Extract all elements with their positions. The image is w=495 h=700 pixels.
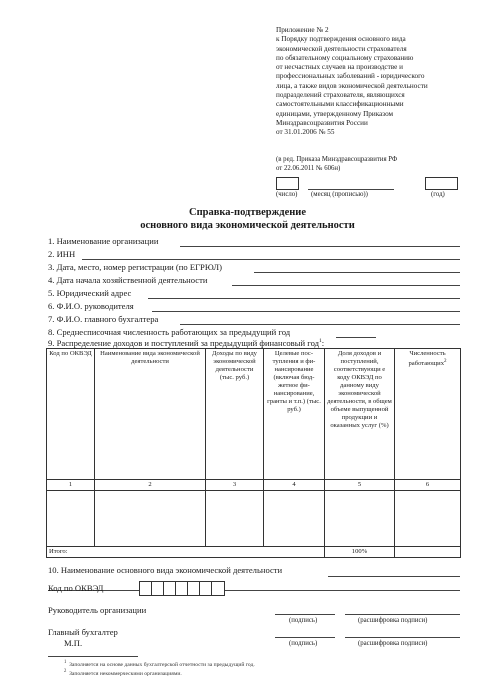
field-registration: 3. Дата, место, номер регистрации (по ЕГРЮЛ) bbox=[48, 262, 222, 272]
table-row bbox=[47, 491, 461, 547]
stamp-label: М.П. bbox=[64, 638, 83, 648]
field-avg-headcount: 8. Среднесписочная численность работающих за предыдущий год bbox=[48, 327, 291, 337]
col-share-percent: Доля доходов и поступлений, соответствующи е коду ОКВЭД по данному виду экономической деятельности, в общем объеме выпущенной продукции и оказанных услуг (%) bbox=[325, 349, 395, 480]
footnote-mark: 1 bbox=[64, 660, 67, 665]
date-month-label: (месяц (прописью)) bbox=[311, 191, 368, 198]
field-start-date-line[interactable] bbox=[232, 285, 460, 286]
okved-digit-box[interactable] bbox=[211, 581, 225, 596]
field-legal-address: 5. Юридический адрес bbox=[48, 288, 132, 298]
footnote-ref-1: 1 bbox=[319, 338, 322, 345]
income-table bbox=[46, 348, 461, 558]
footnote-mark: 2 bbox=[64, 669, 67, 674]
edition-note bbox=[276, 156, 397, 173]
date-day-box[interactable] bbox=[276, 177, 299, 190]
edition-line: от 22.06.2011 № 606н) bbox=[276, 164, 341, 172]
appendix-line: Минздравсоцразвития России bbox=[276, 118, 368, 127]
table-cell[interactable] bbox=[206, 491, 264, 547]
total-percent: 100% bbox=[325, 547, 395, 558]
footnote-2 bbox=[64, 669, 182, 677]
field-chief-accountant: 7. Ф.И.О. главного бухгалтера bbox=[48, 314, 159, 324]
col-headcount-text: Численность работающих bbox=[408, 350, 446, 368]
field-inn: 2. ИНН bbox=[48, 249, 76, 259]
field-inn-line[interactable] bbox=[82, 259, 460, 260]
field-main-activity: 10. Наименование основного вида экономической деятельности bbox=[48, 565, 283, 575]
field-start-date: 4. Дата начала хозяйственной деятельности bbox=[48, 275, 208, 285]
total-label: Итого: bbox=[47, 547, 325, 558]
field-director: 6. Ф.И.О. руководителя bbox=[48, 301, 134, 311]
field-chief-accountant-line[interactable] bbox=[180, 324, 460, 325]
col-number: 1 bbox=[47, 480, 95, 491]
director-decode-caption: (расшифровка подписи) bbox=[358, 617, 428, 624]
field-registration-line[interactable] bbox=[254, 272, 460, 273]
col-headcount bbox=[395, 349, 461, 480]
col-targeted-receipts: Целевые пос- тупления и фи- нансирование (включая бюд- жетное фи- нансирование, гранты и т.п.) (тыс. руб.) bbox=[264, 349, 325, 480]
chief-decode-caption: (расшифровка подписи) bbox=[358, 640, 428, 647]
col-number: 4 bbox=[264, 480, 325, 491]
table-header-row bbox=[47, 349, 461, 480]
col-number: 2 bbox=[95, 480, 206, 491]
date-day-label: (число) bbox=[276, 191, 298, 198]
appendix-line: профессиональных заболеваний - юридического bbox=[276, 72, 425, 81]
document-title: Справка-подтверждение bbox=[188, 207, 306, 218]
director-label: Руководитель организации bbox=[48, 605, 147, 615]
field-main-activity-line[interactable] bbox=[328, 576, 460, 577]
appendix-header bbox=[276, 26, 476, 138]
appendix-line: подразделений страхователя, являющихся bbox=[276, 91, 405, 100]
table-cell[interactable] bbox=[264, 491, 325, 547]
chief-sign-caption: (подпись) bbox=[289, 640, 318, 647]
field-org-name: 1. Наименование организации bbox=[48, 236, 159, 246]
table-number-row bbox=[47, 480, 461, 491]
chief-signature-line[interactable] bbox=[275, 637, 335, 638]
footnote-text: Заполняется на основе данных бухгалтерской отчетности за предыдущий год. bbox=[69, 661, 255, 668]
field-income-distribution-text: 9. Распределение доходов и поступлений за предыдущий финансовый год bbox=[48, 338, 319, 348]
appendix-line: Приложение № 2 bbox=[276, 26, 329, 34]
table-total-row bbox=[47, 547, 461, 558]
field-income-distribution: 9. Распределение доходов и поступлений за предыдущий финансовый год$^1$: bbox=[48, 338, 325, 348]
director-sign-caption: (подпись) bbox=[289, 617, 318, 624]
footnote-divider bbox=[48, 656, 138, 657]
table-cell[interactable] bbox=[47, 491, 95, 547]
col-income: Доходы по виду экономической деятельности (тыс. руб.) bbox=[206, 349, 264, 480]
total-headcount[interactable] bbox=[395, 547, 461, 558]
appendix-line: по обязательному социальному страхованию bbox=[276, 53, 414, 62]
document-subtitle: основного вида экономической деятельности bbox=[140, 220, 355, 231]
date-month-line[interactable] bbox=[308, 189, 394, 190]
field-legal-address-line[interactable] bbox=[148, 298, 460, 299]
col-number: 5 bbox=[325, 480, 395, 491]
footnote-1 bbox=[64, 660, 255, 668]
appendix-line: от 31.01.2006 № 55 bbox=[276, 128, 335, 137]
field-main-activity-line-2[interactable] bbox=[48, 590, 460, 591]
chief-decode-line[interactable] bbox=[345, 637, 460, 638]
appendix-line: от несчастных случаев на производстве и bbox=[276, 63, 403, 72]
appendix-line: лица, а также видов экономической деятельности bbox=[276, 81, 428, 90]
appendix-line: самостоятельными классификационными bbox=[276, 100, 404, 109]
footnote-text: Заполняется некоммерческими организациями. bbox=[69, 670, 182, 677]
table-cell[interactable] bbox=[95, 491, 206, 547]
footnote-ref-2: 2 bbox=[444, 359, 447, 364]
table-cell[interactable] bbox=[395, 491, 461, 547]
col-activity-name: Наименование вида экономической деятельности bbox=[95, 349, 206, 480]
field-org-name-line[interactable] bbox=[180, 246, 460, 247]
appendix-line: экономической деятельности страхователя bbox=[276, 44, 407, 53]
appendix-line: единицами, утвержденному Приказом bbox=[276, 109, 394, 118]
date-year-label: (год) bbox=[431, 191, 445, 198]
col-okved-code: Код по ОКВЭД bbox=[47, 349, 95, 480]
director-decode-line[interactable] bbox=[345, 614, 460, 615]
okved-code-label: Код по ОКВЭД bbox=[48, 583, 104, 593]
col-number: 6 bbox=[395, 480, 461, 491]
director-signature-line[interactable] bbox=[275, 614, 335, 615]
appendix-line: к Порядку подтверждения основного вида bbox=[276, 35, 406, 44]
edition-line: (в ред. Приказа Минздравсоцразвития РФ bbox=[276, 156, 398, 163]
table-cell[interactable] bbox=[325, 491, 395, 547]
field-avg-headcount-line[interactable] bbox=[336, 337, 376, 338]
col-number: 3 bbox=[206, 480, 264, 491]
chief-accountant-label: Главный бухгалтер bbox=[48, 627, 118, 637]
field-director-line[interactable] bbox=[152, 311, 460, 312]
date-year-box[interactable] bbox=[425, 177, 458, 190]
